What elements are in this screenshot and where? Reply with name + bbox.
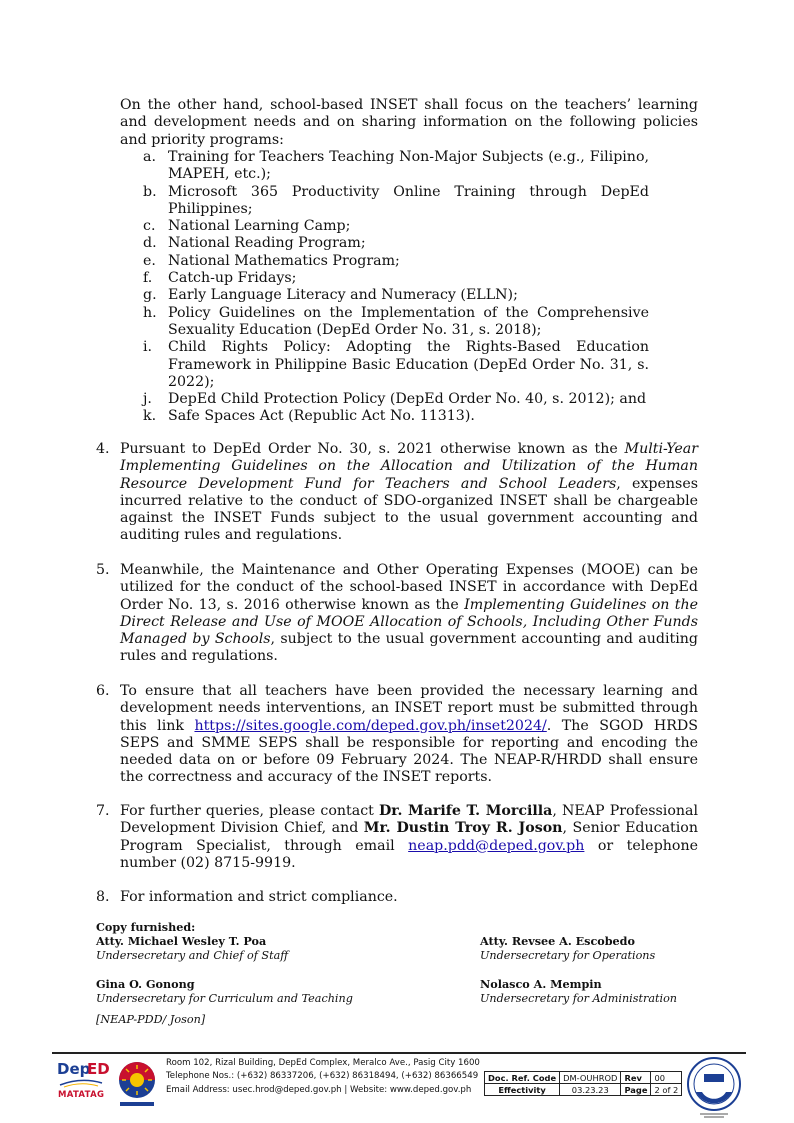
- list-item-text: Safe Spaces Act (Republic Act No. 11313).: [168, 408, 475, 425]
- footer-divider: [52, 1052, 746, 1054]
- recipient-title: Undersecretary for Operations: [480, 948, 656, 962]
- recipient: [480, 934, 655, 963]
- numbered-item-5: [96, 562, 698, 666]
- footer-address: Room 102, Rizal Building, DepEd Complex, Meralco Ave., Pasig City 1600: [166, 1058, 480, 1068]
- list-item-text: National Learning Camp;: [168, 218, 351, 235]
- document-title: Implementing Guidelines on the Direct Release and Use of MOOE Allocation of Schools, Including Other Funds Managed by Schools: [120, 596, 698, 648]
- numbered-item-8: [96, 889, 698, 906]
- list-item: [143, 408, 649, 425]
- footer-contact-block: [166, 1057, 480, 1097]
- intro-paragraph: On the other hand, school-based INSET shall focus on the teachers’ learning and development needs and on sharing information on the following policies and priority programs:: [120, 97, 698, 148]
- text-run: Meanwhile, the Maintenance and Other Operating Expenses (MOOE) can be utilized for the conduct of the school-based INSET in accordance with DepEd Order No. 13, s. 2016 otherwise known as the: [120, 562, 698, 613]
- footer-telephone: Telephone Nos.: (+632) 86337206, (+632) 86318494, (+632) 86366549: [166, 1071, 479, 1082]
- list-marker: e.: [143, 252, 156, 269]
- list-item-text: Child Rights Policy: Adopting the Rights-Based Education Framework in Philippine Basic Education (DepEd Order No. 31, s. 2022);: [168, 339, 649, 390]
- list-marker: c.: [143, 218, 156, 235]
- svg-text:Dep: Dep: [57, 1060, 91, 1078]
- list-item-text: Catch-up Fridays;: [168, 270, 297, 287]
- item-number: 6.: [96, 683, 110, 699]
- list-item: [143, 253, 649, 270]
- list-marker: g.: [143, 287, 157, 304]
- item-text: For information and strict compliance.: [120, 889, 398, 905]
- numbered-item-4: [96, 441, 698, 545]
- list-item-text: National Mathematics Program;: [168, 252, 400, 269]
- item-text: [120, 562, 698, 666]
- svg-text:ED: ED: [87, 1060, 110, 1078]
- text-run: To ensure that all teachers have been provided the necessary learning and development needs interventions, an INSET report must be submitted through this link: [120, 683, 698, 734]
- list-item-text: National Reading Program;: [168, 235, 366, 252]
- matatag-wordmark: MATATAG: [58, 1090, 105, 1100]
- contact-name: Mr. Dustin Troy R. Joson: [363, 820, 563, 837]
- recipient-name: Atty. Revsee A. Escobedo: [480, 934, 635, 948]
- inset-report-link[interactable]: https://sites.google.com/deped.gov.ph/inset2024/: [194, 717, 547, 734]
- item-number: 7.: [96, 803, 110, 819]
- item-number: 4.: [96, 441, 110, 457]
- deped-wordmark-icon: [56, 1060, 110, 1078]
- list-marker: f.: [143, 270, 153, 287]
- item-text: [120, 441, 698, 545]
- numbered-item-7: [96, 803, 698, 872]
- recipient: [96, 934, 288, 963]
- list-item: [143, 391, 649, 408]
- text-run: . The SGOD HRDS SEPS and SMME SEPS shall be responsible for reporting and encoding the needed data on or before 09 February 2024. The NEAP-R/HRDD shall ensure the correctness and accuracy of the INSET reports.: [120, 717, 698, 786]
- effectivity-value: 03.23.23: [560, 1084, 621, 1096]
- email-link[interactable]: neap.pdd@deped.gov.ph: [408, 837, 585, 854]
- text-run: , Senior Education Program Specialist, through email: [120, 820, 698, 854]
- effectivity-label: Effectivity: [485, 1084, 560, 1096]
- bagong-pilipinas-logo: [114, 1058, 160, 1110]
- doc-ref-label: Doc. Ref. Code: [485, 1072, 560, 1084]
- recipient-title: Undersecretary for Administration: [480, 991, 678, 1005]
- list-item: [143, 218, 649, 235]
- text-run: , NEAP Professional Development Division Chief, and: [120, 803, 698, 837]
- tuv-iso-certification-seal-icon: [686, 1056, 742, 1120]
- text-run: Pursuant to DepEd Order No. 30, s. 2021 otherwise known as the: [120, 441, 625, 457]
- deped-swoosh-icon: [56, 1077, 106, 1089]
- list-item: [143, 339, 649, 391]
- list-item-text: Training for Teachers Teaching Non-Major Subjects (e.g., Filipino, MAPEH, etc.);: [168, 149, 649, 183]
- rev-value: 00: [651, 1072, 682, 1084]
- list-item: [143, 149, 649, 184]
- list-item: [143, 270, 649, 287]
- page-label: Page: [621, 1084, 651, 1096]
- recipient-title: Undersecretary and Chief of Staff: [96, 948, 289, 962]
- text-run: , subject to the usual government accounting and auditing rules and regulations.: [120, 631, 698, 665]
- item-number: 8.: [96, 889, 110, 905]
- numbered-item-6: [96, 683, 698, 787]
- list-item: [143, 305, 649, 340]
- list-marker: a.: [143, 149, 156, 165]
- list-item-text: Microsoft 365 Productivity Online Training through DepEd Philippines;: [168, 183, 649, 217]
- recipient-name: Atty. Michael Wesley T. Poa: [96, 934, 267, 948]
- reference-initials: [NEAP-PDD/ Joson]: [96, 1013, 206, 1026]
- text-run: or telephone number (02) 8715-9919.: [120, 837, 699, 871]
- list-marker: k.: [143, 408, 157, 425]
- list-marker: j.: [143, 391, 152, 408]
- priority-programs-list: [143, 149, 649, 426]
- item-text: [120, 803, 698, 872]
- list-item: [143, 184, 649, 219]
- recipient: [480, 977, 677, 1006]
- page-value: 2 of 2: [651, 1084, 682, 1096]
- list-item: [143, 235, 649, 252]
- list-item-text: Policy Guidelines on the Implementation of the Comprehensive Sexuality Education (DepEd Order No. 31, s. 2018);: [168, 304, 649, 338]
- footer-email-website: Email Address: usec.hrod@deped.gov.ph | Website: www.deped.gov.ph: [166, 1084, 472, 1095]
- recipient-name: Nolasco A. Mempin: [480, 977, 602, 991]
- list-marker: h.: [143, 304, 157, 321]
- list-item: [143, 287, 649, 304]
- item-text: [120, 683, 698, 787]
- document-title: Multi-Year Implementing Guidelines on the Allocation and Utilization of the Human Resource Development Fund for Teachers and School Leaders: [120, 441, 698, 492]
- list-item-text: DepEd Child Protection Policy (DepEd Order No. 40, s. 2012); and: [168, 391, 647, 408]
- doc-ref-value: DM-OUHROD: [560, 1072, 621, 1084]
- item-number: 5.: [96, 562, 110, 578]
- list-marker: i.: [143, 339, 153, 356]
- contact-name: Dr. Marife T. Morcilla: [379, 803, 553, 819]
- recipient: [96, 977, 353, 1006]
- rev-label: Rev: [621, 1072, 651, 1084]
- document-reference-table: [484, 1071, 682, 1096]
- deped-matatag-logo: [56, 1060, 110, 1106]
- copy-furnished-label: Copy furnished:: [96, 920, 196, 934]
- list-marker: b.: [143, 183, 157, 200]
- list-marker: d.: [143, 235, 157, 252]
- recipient-title: Undersecretary for Curriculum and Teaching: [96, 991, 353, 1005]
- recipient-name: Gina O. Gonong: [96, 977, 195, 991]
- list-item-text: Early Language Literacy and Numeracy (ELLN);: [168, 287, 518, 304]
- text-run: , expenses incurred relative to the conduct of SDO-organized INSET shall be chargeable against the INSET Funds subject to the usual government accounting and auditing rules and regulations.: [120, 475, 698, 544]
- text-run: For further queries, please contact: [120, 803, 379, 819]
